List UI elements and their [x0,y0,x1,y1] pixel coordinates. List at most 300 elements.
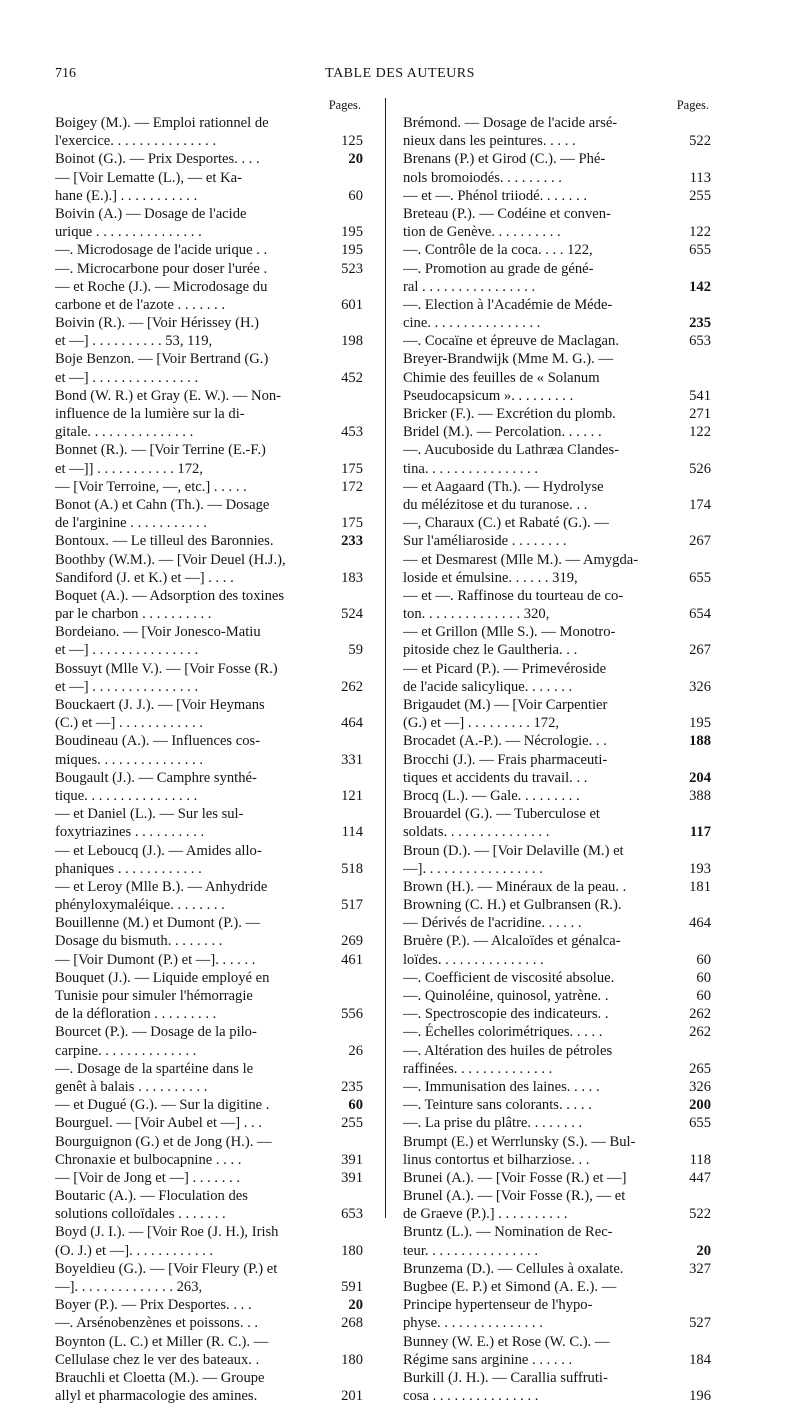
entry-text: — et Grillon (Mlle S.). — Monotro- [403,624,616,641]
index-entry-line [55,932,363,950]
index-entry-line [403,605,711,623]
entry-text: — et Dugué (G.). — Sur la digitine . [55,1097,270,1114]
entry-text: Pseudocapsicum ». . . . . . . . . [403,387,574,404]
page-reference: 326 [689,678,711,695]
entry-text: Brigaudet (M.) — [Voir Carpentier [403,697,608,713]
page-reference [683,514,711,532]
page-reference [335,969,363,987]
entry-text: Boutaric (A.). — Floculation des [55,1188,248,1205]
index-entry-line [55,787,363,805]
page-reference [335,441,363,459]
entry-text: —. Aucubosidе du Lathræa Clandes- [403,442,620,459]
page-reference [335,314,363,332]
entry-text: —. Quinoléine, quinosol, yatrène. . [403,988,609,1004]
index-entry-line [403,696,711,714]
index-entry-line [403,187,711,205]
entry-text: —. Altération des huiles de pétroles [403,1042,613,1059]
page-header [0,66,800,86]
left-column [55,96,363,1405]
page-reference: 195 [341,224,363,241]
column-divider [385,98,386,1218]
page-reference [683,805,711,823]
page-reference: 267 [689,642,711,659]
index-entry-line [55,660,363,678]
index-entry-line [403,1205,711,1223]
index-entry-line [403,1223,711,1241]
index-entry-line [403,150,711,168]
entry-text: Boynton (L. C.) et Miller (R. C.). — [55,1333,269,1350]
page-reference [335,114,363,132]
index-entry-line [403,623,711,641]
entry-text: Brocq (L.). — Gale. . . . . . . . . [403,787,580,804]
page-reference: 125 [341,133,363,150]
entry-text: Dosage du bismuth. . . . . . . . [55,933,223,950]
index-entry-line [403,1187,711,1205]
entry-text: Bonnet (R.). — [Voir Terrine (E.-F.) [55,442,266,459]
index-entry-line [55,1278,363,1296]
page-reference: 267 [689,533,711,550]
entry-text: — et Picard (P.). — Primevéroside [403,660,607,677]
page-reference: 653 [341,1206,363,1223]
page-reference [335,1369,363,1387]
index-entry-line [55,460,363,478]
entry-text: Bouillenne (M.) et Dumont (P.). — [55,915,261,932]
page-reference [335,278,363,296]
page-reference [683,1369,711,1387]
entry-text: — [Voir Dumont (P.) et —]. . . . . . [55,951,256,968]
entry-text: Bourguignon (G.) et de Jong (H.). — [55,1133,272,1150]
index-entry-line [403,1169,711,1187]
index-entry-line [403,1005,711,1023]
entry-text: Bontoux. — Le tilleul des Baronnies. [55,533,274,550]
page-reference: 655 [689,242,711,259]
entry-text: raffinées. . . . . . . . . . . . . . [403,1060,553,1077]
index-entry-line [403,732,711,750]
page-reference: 188 [689,733,711,750]
index-entry-line [55,350,363,368]
page-reference: 271 [689,406,711,422]
page-reference [683,441,711,459]
entry-text: —. Cocaïne et épreuve de Maclagan. [403,333,619,350]
page-reference [335,842,363,860]
page-reference: 181 [689,878,711,895]
index-entry-line [55,605,363,623]
entry-text: Bordeiano. — [Voir Jonesco-Matiu [55,624,261,641]
index-entry-line [403,1133,711,1151]
entry-text: tiques et accidents du travail. . . [403,769,588,786]
page-reference [335,805,363,823]
index-entry-line [403,1369,711,1387]
index-entry-line [55,1114,363,1132]
page-reference [683,1296,711,1314]
entry-text: cine. . . . . . . . . . . . . . . . [403,315,541,332]
page-reference: 447 [689,1169,711,1186]
page-reference [335,587,363,605]
index-entry-line [55,405,363,423]
page-reference: 174 [689,496,711,513]
index-entry-line [403,951,711,969]
entry-text: loïdes. . . . . . . . . . . . . . . [403,951,544,968]
page-reference [335,1133,363,1151]
index-entry-line [55,732,363,750]
index-entry-line [55,1369,363,1387]
page-reference [683,1042,711,1060]
entry-text: —. Spectroscopie des indicateurs. . [403,1006,609,1023]
index-entry-line [403,1023,711,1041]
page-reference: 195 [341,242,363,259]
index-entry-line [55,1042,363,1060]
index-entry-line [403,260,711,278]
left-entries [55,114,363,1405]
index-entry-line [403,569,711,587]
index-entry-line [403,660,711,678]
page-reference: 388 [689,787,711,804]
page-reference [683,751,711,769]
index-entry-line [55,1223,363,1241]
page-reference: 653 [689,333,711,350]
index-entry-line [55,587,363,605]
index-entry-line [403,496,711,514]
entry-text: teur. . . . . . . . . . . . . . . . [403,1242,538,1259]
index-entry-line [55,1387,363,1405]
entry-text: Bond (W. R.) et Gray (E. W.). — Non- [55,387,282,404]
entry-text: Boyeldieu (G.). — [Voir Fleury (P.) et [55,1260,278,1277]
page-number: 716 [55,66,76,81]
index-entry-line [403,551,711,569]
index-entry-line [403,1114,711,1132]
page-reference: 518 [341,860,363,877]
index-entry-line [55,751,363,769]
page-reference: 391 [341,1151,363,1168]
entry-text: Chronaxie et bulbocapnine . . . . [55,1151,242,1168]
index-entry-line [403,241,711,259]
page-reference [335,1060,363,1078]
page-reference [683,896,711,914]
entry-text: —. Microcarbone pour doser l'urée . [55,260,268,277]
page-reference [683,623,711,641]
entry-text: Sandiford (J. et K.) et —] . . . . [55,569,234,586]
index-entry-line [55,951,363,969]
entry-text: Bourguel. — [Voir Aubel et —] . . . [55,1115,262,1132]
page-reference: 453 [341,424,363,441]
index-entry-line [55,278,363,296]
entry-text: Bruntz (L.). — Nomination de Rec- [403,1224,613,1241]
page-reference: 269 [341,933,363,950]
index-entry-line [403,932,711,950]
index-entry-line [403,278,711,296]
index-entry-line [55,1333,363,1351]
entry-text: Breyer-Brandwijk (Mme M. G.). — [403,351,614,368]
page-reference: 172 [341,478,363,495]
index-entry-line [403,1078,711,1096]
entry-text: Boyer (P.). — Prix Desportes. . . . [55,1297,252,1314]
page-reference: 255 [341,1115,363,1132]
page-reference [335,496,363,514]
page-reference: 114 [341,824,363,841]
page-reference: 655 [689,569,711,586]
entry-text: Tunisie pour simuler l'hémorragie [55,988,253,1004]
entry-text: —. Election à l'Académie de Méde- [403,296,613,313]
index-entry-line [403,787,711,805]
index-entry-line [403,860,711,878]
index-entry-line [55,241,363,259]
page-reference: 196 [689,1388,711,1405]
page-reference [335,987,363,1005]
page-reference: 60 [696,951,711,968]
page-reference [683,1333,711,1351]
index-entry-line [55,1078,363,1096]
page-reference [683,1278,711,1296]
entry-text: foxytriazines . . . . . . . . . . [55,824,205,841]
entry-text: (G.) et —] . . . . . . . . . 172, [403,715,560,732]
entry-text: allyl et pharmacologie des amines. [55,1388,258,1405]
index-entry-line [55,878,363,896]
page-reference: 464 [689,915,711,932]
page-reference [335,696,363,714]
entry-text: Bugbee (E. P.) et Simond (A. E.). — [403,1279,617,1295]
index-entry-line [403,314,711,332]
entry-text: — et Leboucq (J.). — Amides allo- [55,842,262,859]
entry-text: Principe hypertenseur de l'hypo- [403,1297,593,1314]
index-entry-line [403,296,711,314]
index-entry-line [55,260,363,278]
entry-text: tion de Genève. . . . . . . . . . [403,224,561,241]
entry-text: — et Leroy (Mlle B.). — Anhydride [55,878,268,895]
entry-text: hane (E.).] . . . . . . . . . . . [55,187,198,204]
page-reference [683,350,711,368]
entry-text: — et Roche (J.). — Microdosage du [55,278,268,295]
index-entry-line [403,1151,711,1169]
index-entry-line [403,678,711,696]
index-entry-line [55,914,363,932]
index-entry-line [55,1005,363,1023]
page-reference: 601 [341,296,363,313]
page-reference [683,587,711,605]
entry-text: Brouardel (G.). — Tuberculose et [403,806,600,823]
entry-text: par le charbon . . . . . . . . . . [55,606,212,623]
page-reference [683,478,711,496]
page-reference [683,150,711,168]
entry-text: —. Immunisation des laines. . . . . [403,1078,600,1095]
page-reference: 461 [341,951,363,968]
index-entry-line [403,1387,711,1405]
page-reference: 326 [689,1078,711,1095]
page-reference: 233 [341,533,363,550]
entry-text: linus contortus et bilharziose. . . [403,1151,590,1168]
index-entry-line [55,296,363,314]
page-reference: 20 [348,151,363,168]
index-entry-line [55,823,363,841]
index-entry-line [55,114,363,132]
page-reference: 654 [689,606,711,623]
page-reference: 122 [689,424,711,441]
entry-text: Chimie des feuilles de « Solanum [403,369,600,386]
page-reference: 255 [689,187,711,204]
index-entry-line [55,569,363,587]
page-reference: 541 [689,387,711,404]
entry-text: Brocchi (J.). — Frais pharmaceuti- [403,751,608,768]
page-reference: 391 [341,1169,363,1186]
page-reference: 26 [348,1042,363,1059]
entry-text: —. Échelles colorimétriques. . . . . [403,1024,603,1041]
entry-text: Sur l'améliaroside . . . . . . . . [403,533,567,550]
entry-text: Brunel (A.). — [Voir Fosse (R.), — et [403,1188,626,1205]
index-entry-line [403,1260,711,1278]
index-entry-line [403,332,711,350]
page-reference: 452 [341,369,363,386]
entry-text: —. Dosage de la spartéine dans le [55,1060,254,1077]
index-entry-line [403,350,711,368]
page-reference: 523 [341,260,363,277]
entry-text: et —] . . . . . . . . . . . . . . . [55,642,199,659]
page-reference: 184 [689,1351,711,1368]
page-reference: 20 [348,1297,363,1314]
page-reference: 193 [689,860,711,877]
entry-text: nols bromoiodés. . . . . . . . . [403,169,562,186]
entry-text: Brown (H.). — Minéraux de la peau. . [403,878,627,895]
entry-text: Brémond. — Dosage de l'acide arsé- [403,115,618,131]
entry-text: Boivin (R.). — [Voir Hérissey (H.) [55,315,260,332]
pages-column-header: Pages. [676,98,709,112]
entry-text: physe. . . . . . . . . . . . . . . [403,1315,543,1332]
entry-text: ral . . . . . . . . . . . . . . . . [403,278,536,295]
entry-text: Bouquet (J.). — Liquide employé en [55,969,270,986]
index-entry-line [55,1060,363,1078]
entry-text: Bonot (A.) et Cahn (Th.). — Dosage [55,496,270,513]
index-entry-line [403,1242,711,1260]
entry-text: solutions colloïdales . . . . . . . [55,1206,226,1223]
page-reference [335,914,363,932]
page-reference: 121 [341,787,363,804]
index-entry-line [55,805,363,823]
index-entry-line [403,478,711,496]
index-entry-line [55,532,363,550]
index-entry-line [403,1278,711,1296]
page-reference [683,1223,711,1241]
entry-text: carbone et de l'azote . . . . . . . [55,296,225,313]
page-reference [683,296,711,314]
entry-text: —. Teinture sans colorants. . . . . [403,1097,592,1114]
page-reference [335,1187,363,1205]
index-entry-line [403,532,711,550]
entry-text: —. Promotion au grade de géné- [403,260,594,277]
index-entry-line [55,696,363,714]
page-reference: 331 [341,751,363,768]
entry-text: nieux dans les peintures. . . . . [403,133,576,150]
entry-text: phényloxymaléique. . . . . . . . [55,897,225,914]
page-reference: 118 [689,1151,711,1168]
entry-text: du mélézitose et du turanose. . . [403,496,588,513]
index-entry-line [403,205,711,223]
entry-text: Boje Benzon. — [Voir Bertrand (G.) [55,351,269,368]
page-reference: 60 [696,988,711,1004]
index-entry-line [403,1351,711,1369]
index-entry-line [55,1242,363,1260]
page-reference [335,405,363,423]
page-reference: 122 [689,224,711,241]
entry-text: — et Daniel (L.). — Sur les sul- [55,806,244,823]
entry-text: —. Microdosage de l'acide urique . . [55,242,268,259]
page-reference [683,205,711,223]
entry-text: — et —. Raffinose du tourteau de co- [403,587,624,604]
index-entry-line [55,514,363,532]
entry-text: Brauchli et Cloetta (M.). — Groupe [55,1369,265,1386]
page-reference: 142 [689,278,711,295]
entry-text: Browning (C. H.) et Gulbransen (R.). [403,897,622,914]
page-reference: 60 [348,187,363,204]
entry-text: Boudineau (A.). — Influences cos- [55,733,261,750]
index-entry-line [403,1060,711,1078]
entry-text: Bunney (W. E.) et Rose (W. C.). — [403,1333,610,1350]
entry-text: soldats. . . . . . . . . . . . . . . [403,824,550,841]
index-entry-line [403,1333,711,1351]
index-entry-line [403,132,711,150]
entry-text: gitale. . . . . . . . . . . . . . . [55,424,194,441]
entry-text: miques. . . . . . . . . . . . . . . [55,751,203,768]
index-entry-line [403,823,711,841]
index-entry-line [55,714,363,732]
entry-text: cosa . . . . . . . . . . . . . . . [403,1388,539,1405]
index-entry-line [403,514,711,532]
page-reference: 517 [341,897,363,914]
index-entry-line [403,460,711,478]
page-reference [335,623,363,641]
page-reference: 327 [689,1260,711,1277]
page-reference [335,732,363,750]
page-reference: 175 [341,515,363,532]
page-reference [683,1187,711,1205]
entry-text: —. Contrôle de la coca. . . . 122, [403,242,593,259]
index-entry-line [403,714,711,732]
page-reference [683,660,711,678]
entry-text: urique . . . . . . . . . . . . . . . [55,224,202,241]
index-entry-line [403,641,711,659]
index-entry-line [55,1205,363,1223]
index-entry-line [55,223,363,241]
page-reference: 200 [689,1097,711,1114]
index-entry-line [55,1351,363,1369]
index-entry-line [55,387,363,405]
index-entry-line [55,150,363,168]
entry-text: Brunei (A.). — [Voir Fosse (R.) et —] [403,1169,627,1186]
index-entry-line [55,1151,363,1169]
page-reference: 180 [341,1242,363,1259]
index-entry-line [55,987,363,1005]
page-reference: 464 [341,715,363,732]
page-reference [335,387,363,405]
page-reference: 235 [689,315,711,332]
page-reference [335,169,363,187]
entry-text: —, Charaux (C.) et Rabaté (G.). — [403,515,609,532]
entry-text: Bougault (J.). — Camphre synthé- [55,769,257,786]
index-entry-line [403,1314,711,1332]
page-reference [335,1333,363,1351]
entry-text: tina. . . . . . . . . . . . . . . . [403,460,538,477]
entry-text: Bossuyt (Mlle V.). — [Voir Fosse (R.) [55,660,278,677]
entry-text: de Graeve (P.).] . . . . . . . . . . [403,1206,568,1223]
entry-text: pitoside chez le Gaultheria. . . [403,642,578,659]
index-entry-line [403,878,711,896]
page-reference [335,1260,363,1278]
index-entry-line [55,1260,363,1278]
entry-text: Bruère (P.). — Alcaloïdes et génalca- [403,933,621,950]
page-reference [683,1133,711,1151]
entry-text: Boquet (A.). — Adsorption des toxines [55,587,285,604]
page-reference [335,350,363,368]
page-reference: 204 [689,769,711,786]
index-entry-line [403,1042,711,1060]
entry-text: — et —. Phénol triiodé. . . . . . . [403,187,588,204]
